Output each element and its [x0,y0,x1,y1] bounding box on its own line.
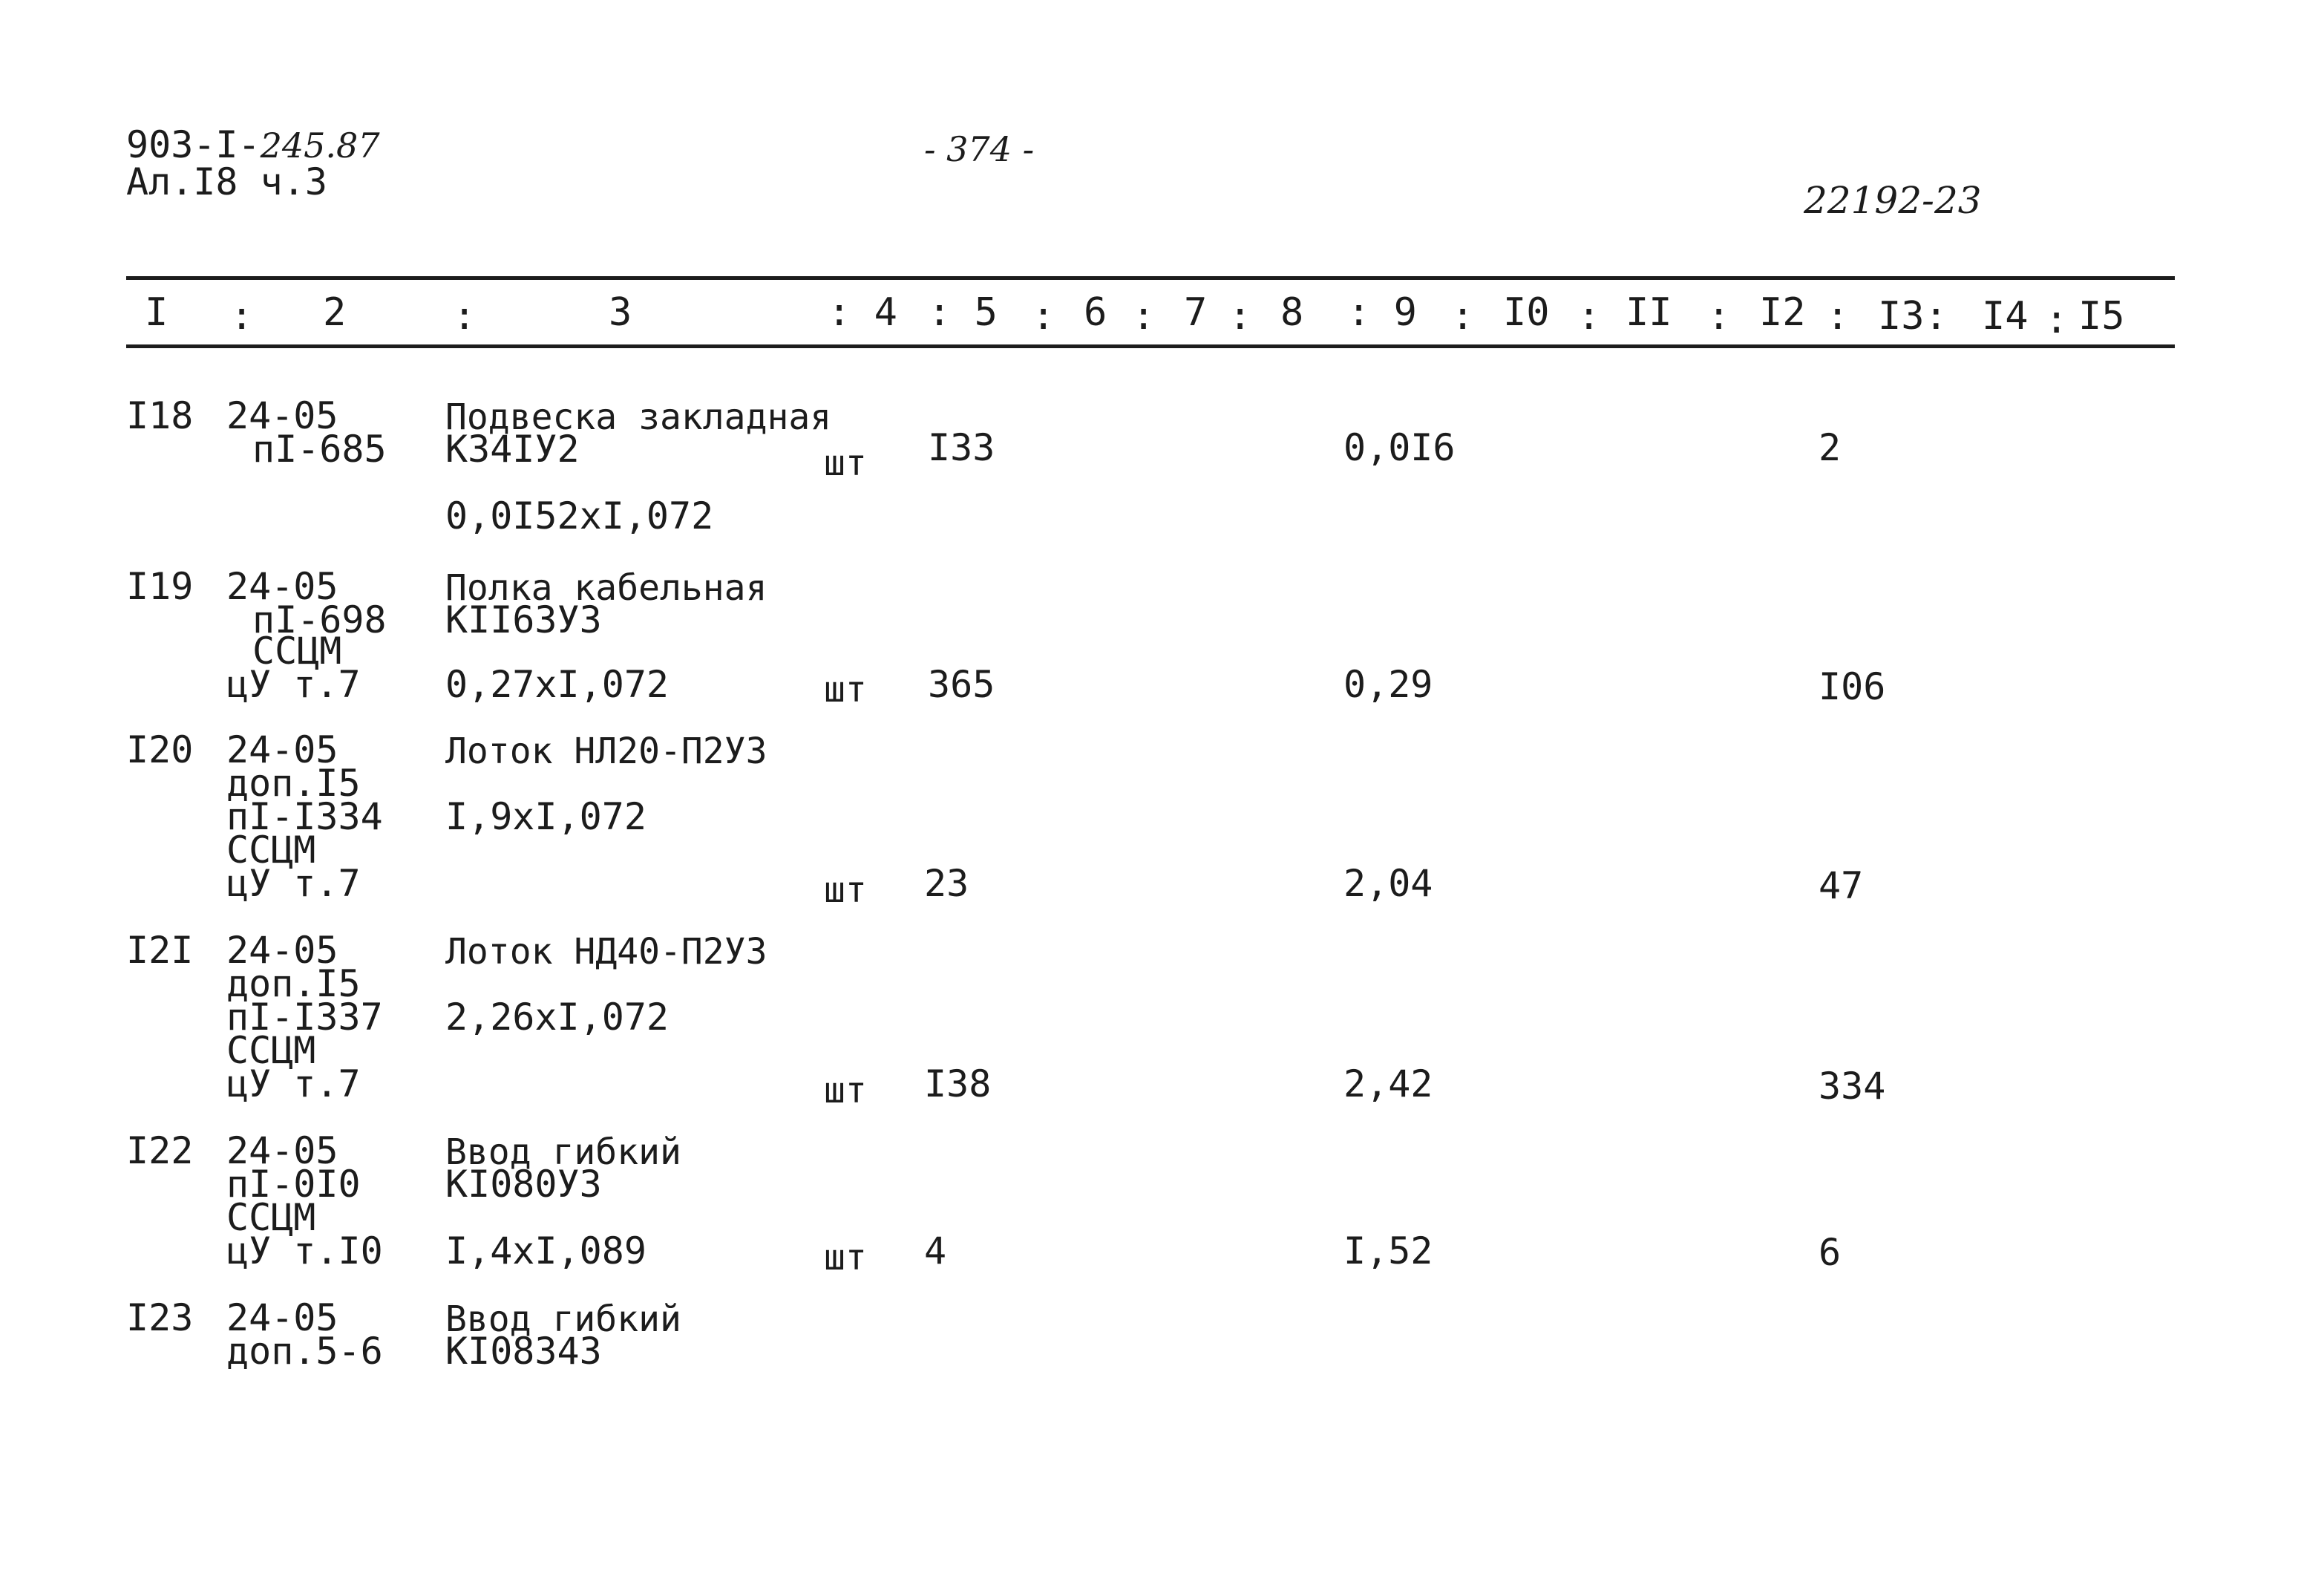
column-header: : 5 [928,290,998,335]
column-header: I4 [1982,294,2029,339]
column-separator: : [1451,294,1475,339]
column-header: : 9 [1347,290,1417,335]
column-separator: : [1228,294,1252,339]
unit: шт [824,442,867,484]
column-header: : 4 [828,290,897,335]
document-code [126,123,380,166]
item-formula: I,9xI,072 [445,795,647,838]
column-header: I2 [1759,290,1806,335]
code-line: ССЦМ [226,1196,316,1239]
code-line: ССЦМ [226,1029,316,1072]
item-mark: КII63УЗ [445,598,602,641]
stamp-number: 22192-23 [1804,179,1982,222]
quantity: 4 [924,1229,947,1272]
item-formula: I,4xI,089 [445,1229,647,1272]
column-separator: : [1826,294,1850,339]
column-separator: : [1132,294,1156,339]
header-bottom-rule [126,344,2175,348]
unit: шт [824,869,867,911]
column-header: I [145,290,168,335]
column-header: 8 [1280,290,1304,335]
code-line: 24-05 [226,565,338,608]
column-header: 2 [323,290,347,335]
column-header: II [1626,290,1672,335]
item-name: Ввод гибкий [445,1298,681,1340]
unit-weight: 2,42 [1343,1062,1433,1105]
row-number: I22 [126,1129,194,1172]
page-number: - 374 - [924,129,1035,169]
item-name: Полка кабельная [445,567,767,609]
album-label: Ал.I8 ч.3 [126,160,327,203]
column-separator: : [230,294,254,339]
item-mark: КI080УЗ [445,1163,602,1206]
unit-weight: 0,29 [1343,663,1433,706]
item-name: Лоток НД40-П2УЗ [445,931,767,973]
total-weight: 47 [1819,864,1864,907]
code-line: доп.I5 [226,762,361,805]
column-header: I5 [2078,294,2125,339]
code-line: 24-05 [226,929,338,972]
total-weight: 334 [1819,1065,1886,1108]
code-line: цУ т.7 [226,1062,361,1105]
column-separator: : [453,294,477,339]
header-top-rule [126,276,2175,280]
item-name: Лоток НЛ20-П2УЗ [445,731,767,772]
quantity: 23 [924,862,969,905]
row-number: I23 [126,1296,194,1339]
total-weight: I06 [1819,665,1886,708]
code-line: 24-05 [226,394,338,437]
unit: шт [824,669,867,710]
column-header: 3 [609,290,632,335]
quantity: 365 [928,663,995,706]
column-separator: : [2045,298,2069,342]
code-line: 24-05 [226,1296,338,1339]
column-header: I3: [1878,294,1948,339]
unit-weight: I,52 [1343,1229,1433,1272]
quantity: I33 [928,426,995,469]
row-number: I20 [126,728,194,771]
column-header: I0 [1503,290,1550,335]
code-line: пI-698 [252,598,387,641]
row-number: I2I [126,929,194,972]
column-header: 6 [1084,290,1107,335]
code-line: пI-I334 [226,795,383,838]
item-mark: КI08343 [445,1330,602,1373]
item-name: Ввод гибкий [445,1131,681,1173]
unit-weight: 2,04 [1343,862,1433,905]
unit: шт [824,1237,867,1278]
column-separator: : [1032,294,1055,339]
code-line: доп.I5 [226,962,361,1005]
code-line: пI-I337 [226,996,383,1039]
column-header: 7 [1184,290,1208,335]
code-line: 24-05 [226,728,338,771]
total-weight: 6 [1819,1231,1842,1274]
item-mark: К34IУ2 [445,428,580,471]
quantity: I38 [924,1062,992,1105]
column-separator: : [1707,294,1731,339]
total-weight: 2 [1819,426,1842,469]
code-line: 24-05 [226,1129,338,1172]
code-line: пI-685 [252,428,387,471]
document-code-printed: 903-I- [126,123,261,166]
unit: шт [824,1070,867,1111]
column-separator: : [1577,294,1601,339]
row-number: I19 [126,565,194,608]
item-formula: 2,26xI,072 [445,996,670,1039]
item-formula: 0,0I52xI,072 [445,494,714,537]
unit-weight: 0,0I6 [1343,426,1456,469]
code-line: пI-0I0 [226,1163,361,1206]
document-code-handwritten: 245.87 [260,125,380,166]
code-line: ССЦМ [226,829,316,872]
row-number: I18 [126,394,194,437]
item-formula: 0,27xI,072 [445,663,670,706]
code-line: цУ т.7 [226,663,361,706]
item-name: Подвеска закладная [445,396,832,438]
code-line: доп.5-6 [226,1330,383,1373]
code-line: цУ т.7 [226,862,361,905]
code-line: ССЦМ [252,630,342,673]
code-line: цУ т.I0 [226,1229,383,1272]
